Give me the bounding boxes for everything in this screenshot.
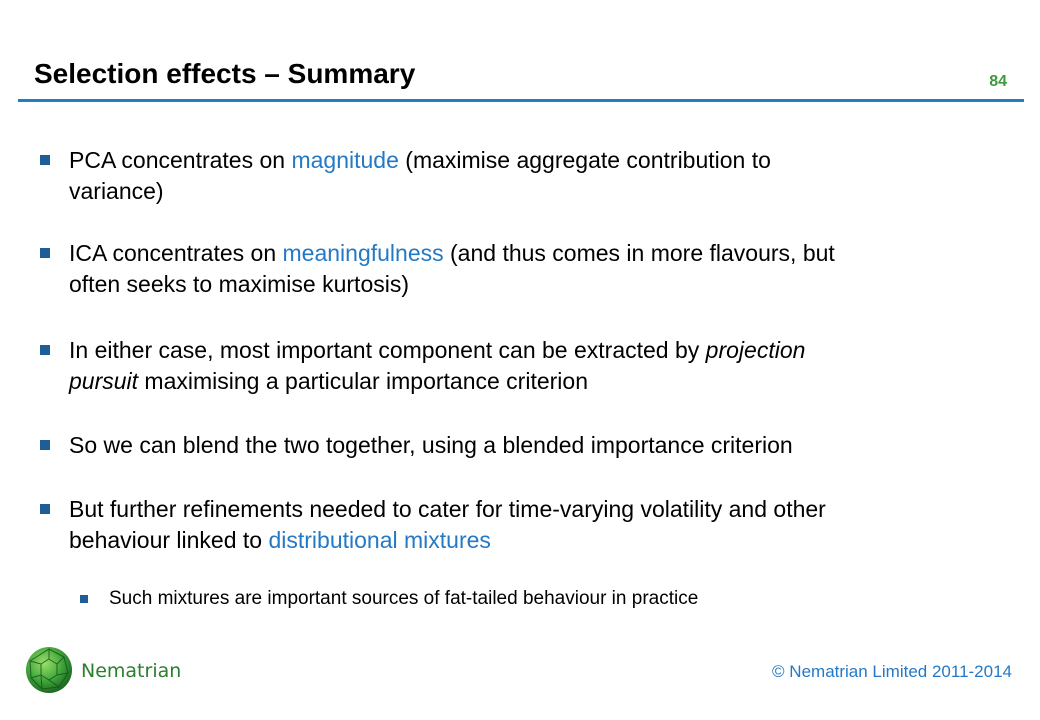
page-number: 84 bbox=[989, 73, 1007, 90]
highlight-meaningfulness: meaningfulness bbox=[282, 240, 444, 266]
text-run: So we can blend the two together, using a blended importance criterion bbox=[69, 432, 793, 458]
sub-bullet-text: Such mixtures are important sources of fat-tailed behaviour in practice bbox=[109, 588, 699, 609]
text-run: In either case, most important component can be extracted by bbox=[69, 337, 706, 363]
bullet-text bbox=[69, 430, 989, 461]
slide-title: Selection effects – Summary bbox=[34, 58, 416, 89]
title-divider bbox=[18, 99, 1024, 102]
emphasis-projection: projection bbox=[705, 337, 806, 363]
text-run: maximising a particular importance criterion bbox=[138, 368, 588, 394]
bullet-marker bbox=[40, 345, 50, 355]
text-run: ICA concentrates on bbox=[69, 240, 283, 266]
bullet-text bbox=[69, 238, 989, 300]
text-run: (and thus comes in more flavours, but bbox=[443, 240, 835, 266]
brand-name: Nematrian bbox=[81, 660, 182, 682]
sub-bullet-marker bbox=[80, 595, 88, 603]
copyright-notice: © Nematrian Limited 2011-2014 bbox=[772, 662, 1012, 681]
bullet-text bbox=[69, 335, 989, 397]
bullet-text bbox=[69, 494, 989, 556]
highlight-magnitude: magnitude bbox=[291, 147, 399, 173]
text-run: variance) bbox=[69, 178, 164, 204]
green-geodesic-sphere-icon bbox=[24, 645, 74, 695]
text-run: (maximise aggregate contribution to bbox=[398, 147, 771, 173]
highlight-distributional-mixtures: distributional mixtures bbox=[268, 527, 491, 553]
bullet-marker bbox=[40, 248, 50, 258]
text-run: PCA concentrates on bbox=[69, 147, 292, 173]
text-run: often seeks to maximise kurtosis) bbox=[69, 271, 410, 297]
text-run: behaviour linked to bbox=[69, 527, 269, 553]
emphasis-pursuit: pursuit bbox=[69, 368, 139, 394]
bullet-marker bbox=[40, 440, 50, 450]
text-run: But further refinements needed to cater for time-varying volatility and other bbox=[69, 496, 826, 522]
bullet-marker bbox=[40, 155, 50, 165]
bullet-text bbox=[69, 145, 989, 207]
bullet-marker bbox=[40, 504, 50, 514]
